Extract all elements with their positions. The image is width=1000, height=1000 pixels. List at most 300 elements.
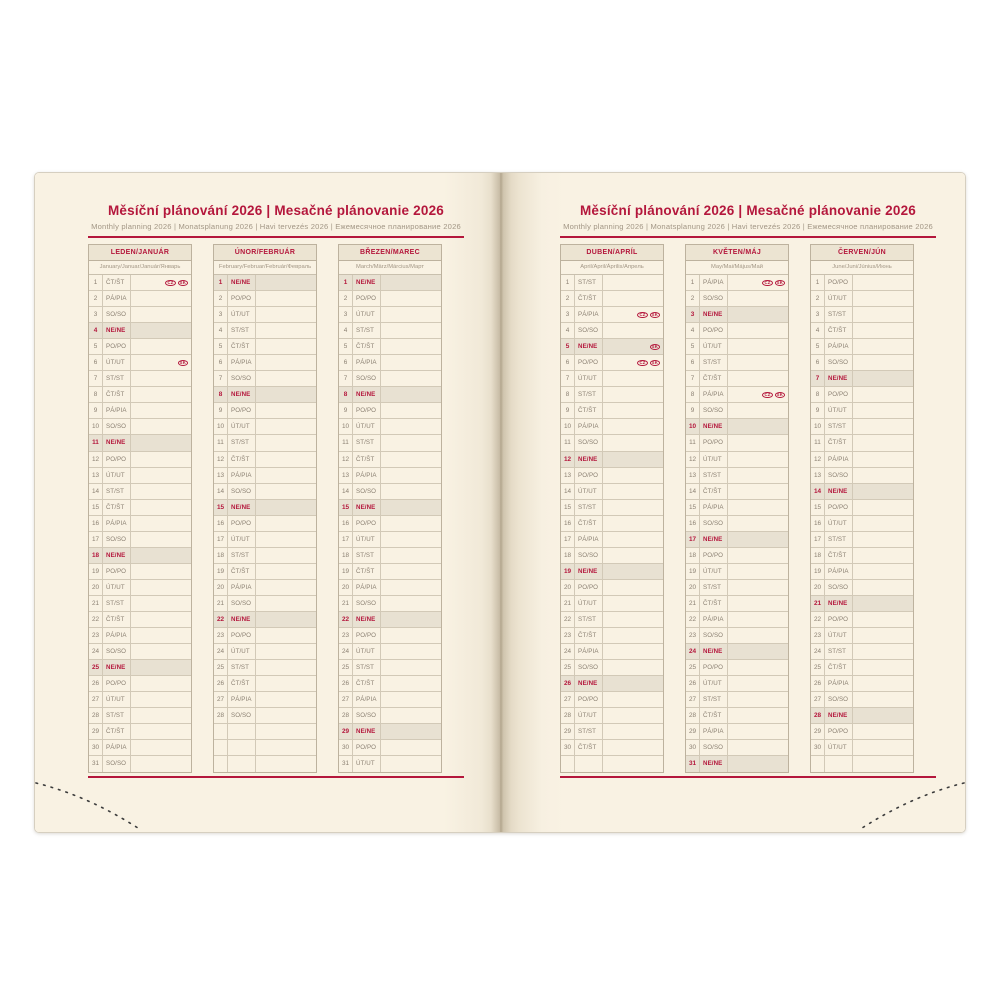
day-notes-area (131, 516, 191, 531)
sk-holiday-flag-icon: SK (179, 280, 186, 286)
day-notes-area (256, 307, 316, 322)
day-row (214, 644, 316, 660)
cz-holiday-flag-icon: CZ (639, 360, 646, 366)
day-number: 14 (214, 484, 228, 499)
day-abbreviation: ÚT/UT (228, 419, 256, 434)
day-row (214, 660, 316, 676)
day-notes-area (381, 692, 441, 707)
day-notes-area (603, 564, 663, 579)
day-abbreviation: ČT/ŠT (700, 596, 728, 611)
day-number: 12 (214, 452, 228, 467)
day-number: 20 (561, 580, 575, 595)
day-notes-area (381, 548, 441, 563)
day-number: 1 (811, 275, 825, 290)
day-number: 1 (339, 275, 353, 290)
day-abbreviation: ČT/ŠT (825, 323, 853, 338)
day-row (214, 692, 316, 708)
day-abbreviation: PÁ/PIA (228, 468, 256, 483)
day-row (686, 275, 788, 291)
month-table (338, 244, 442, 773)
day-row (339, 323, 441, 339)
day-notes-area (131, 500, 191, 515)
month-languages-label: May/Mai/Május/Май (686, 261, 788, 275)
day-abbreviation: PO/PO (825, 612, 853, 627)
day-row (561, 676, 663, 692)
day-row (89, 323, 191, 339)
day-notes-area (853, 532, 913, 547)
day-number: 25 (686, 660, 700, 675)
day-row (339, 756, 441, 772)
day-abbreviation: PÁ/PIA (353, 580, 381, 595)
right-page (500, 173, 965, 832)
day-notes-area (853, 355, 913, 370)
day-abbreviation: PO/PO (353, 291, 381, 306)
day-row (214, 612, 316, 628)
day-number: 25 (214, 660, 228, 675)
day-number: 3 (214, 307, 228, 322)
day-notes-area (603, 516, 663, 531)
day-notes-area (728, 724, 788, 739)
day-number: 4 (339, 323, 353, 338)
day-notes-area (381, 756, 441, 772)
day-row (339, 740, 441, 756)
day-number: 15 (89, 500, 103, 515)
day-row (686, 307, 788, 323)
day-number: 17 (214, 532, 228, 547)
day-abbreviation: PÁ/PIA (825, 452, 853, 467)
day-abbreviation: PO/PO (575, 355, 603, 370)
day-notes-area (381, 484, 441, 499)
day-row (339, 387, 441, 403)
day-notes-area (853, 452, 913, 467)
day-notes-area (256, 532, 316, 547)
day-notes-area (728, 692, 788, 707)
day-notes-area (131, 596, 191, 611)
day-abbreviation: ČT/ŠT (353, 676, 381, 691)
day-row (339, 468, 441, 484)
day-row (89, 403, 191, 419)
day-row (561, 532, 663, 548)
day-number: 28 (561, 708, 575, 723)
day-row (686, 628, 788, 644)
day-abbreviation: NE/NE (825, 484, 853, 499)
day-notes-area (381, 468, 441, 483)
day-notes-area (381, 596, 441, 611)
day-notes-area (131, 580, 191, 595)
day-number: 19 (339, 564, 353, 579)
day-abbreviation: ST/ST (103, 708, 131, 723)
day-row (686, 468, 788, 484)
day-abbreviation: ÚT/UT (353, 532, 381, 547)
day-row (561, 660, 663, 676)
day-notes-area (853, 468, 913, 483)
day-number: 18 (686, 548, 700, 563)
day-notes-area (256, 387, 316, 402)
day-abbreviation: PO/PO (825, 275, 853, 290)
month-name-label: BŘEZEN/MAREC (339, 245, 441, 261)
day-row (89, 387, 191, 403)
day-number: 26 (686, 676, 700, 691)
day-row (339, 452, 441, 468)
day-number: 4 (89, 323, 103, 338)
day-number: 18 (89, 548, 103, 563)
day-abbreviation: ÚT/UT (103, 580, 131, 595)
day-row (561, 628, 663, 644)
day-abbreviation: PO/PO (103, 339, 131, 354)
day-number: 30 (89, 740, 103, 755)
day-notes-area (381, 371, 441, 386)
day-row (89, 275, 191, 291)
day-number: 12 (339, 452, 353, 467)
day-row (561, 740, 663, 756)
day-number: 14 (561, 484, 575, 499)
day-abbreviation: PÁ/PIA (575, 532, 603, 547)
day-number: 12 (686, 452, 700, 467)
day-row (811, 419, 913, 435)
day-notes-area (256, 452, 316, 467)
day-abbreviation: SO/SO (228, 596, 256, 611)
day-notes-area (381, 644, 441, 659)
day-number: 11 (686, 435, 700, 450)
day-notes-area (131, 419, 191, 434)
day-number: 27 (561, 692, 575, 707)
day-number: 9 (686, 403, 700, 418)
day-abbreviation: ÚT/UT (575, 708, 603, 723)
day-notes-area (603, 468, 663, 483)
day-abbreviation: SO/SO (103, 644, 131, 659)
day-number: 6 (89, 355, 103, 370)
day-abbreviation: PO/PO (575, 580, 603, 595)
day-number: 24 (686, 644, 700, 659)
day-number: 4 (561, 323, 575, 338)
day-number: 22 (561, 612, 575, 627)
day-row (811, 500, 913, 516)
month-table (810, 244, 914, 773)
day-notes-area (131, 756, 191, 772)
day-number: 21 (339, 596, 353, 611)
day-row (811, 403, 913, 419)
day-notes-area (603, 435, 663, 450)
day-abbreviation: PÁ/PIA (825, 676, 853, 691)
day-abbreviation: NE/NE (825, 708, 853, 723)
day-abbreviation: PÁ/PIA (103, 740, 131, 755)
cz-holiday-flag-icon: CZ (764, 392, 771, 398)
day-abbreviation: NE/NE (353, 724, 381, 739)
day-notes-area (256, 516, 316, 531)
day-notes-area (853, 580, 913, 595)
day-number: 30 (811, 740, 825, 755)
day-notes-area (131, 275, 191, 290)
day-notes-area (256, 500, 316, 515)
day-abbreviation: NE/NE (700, 307, 728, 322)
day-number: 19 (89, 564, 103, 579)
day-row (811, 275, 913, 291)
day-number: 12 (89, 452, 103, 467)
day-row (561, 387, 663, 403)
day-notes-area (728, 740, 788, 755)
day-row (811, 355, 913, 371)
day-abbreviation: SO/SO (228, 484, 256, 499)
day-number: 14 (339, 484, 353, 499)
day-row (811, 323, 913, 339)
day-row (339, 660, 441, 676)
day-row (339, 676, 441, 692)
day-abbreviation: ÚT/UT (575, 371, 603, 386)
day-abbreviation: SO/SO (103, 307, 131, 322)
day-number (811, 756, 825, 772)
month-languages-label: January/Januar/Január/Январь (89, 261, 191, 275)
day-row (561, 291, 663, 307)
day-notes-area (256, 291, 316, 306)
day-abbreviation: ST/ST (700, 468, 728, 483)
day-number: 1 (214, 275, 228, 290)
day-number: 22 (339, 612, 353, 627)
day-number: 27 (811, 692, 825, 707)
day-abbreviation: ČT/ŠT (228, 676, 256, 691)
day-abbreviation: SO/SO (825, 692, 853, 707)
day-abbreviation: ST/ST (228, 435, 256, 450)
day-number: 8 (561, 387, 575, 402)
day-abbreviation: ČT/ŠT (575, 628, 603, 643)
day-row (214, 580, 316, 596)
day-row (686, 355, 788, 371)
day-notes-area (853, 323, 913, 338)
day-number (214, 756, 228, 772)
day-row (89, 708, 191, 724)
day-notes-area (256, 660, 316, 675)
day-row (339, 307, 441, 323)
day-abbreviation: SO/SO (575, 548, 603, 563)
day-notes-area (131, 676, 191, 691)
day-notes-area (256, 435, 316, 450)
day-notes-area (728, 500, 788, 515)
day-notes-area (603, 403, 663, 418)
day-abbreviation: SO/SO (228, 708, 256, 723)
day-number: 16 (686, 516, 700, 531)
day-number: 1 (89, 275, 103, 290)
day-row (339, 355, 441, 371)
day-abbreviation: PO/PO (103, 452, 131, 467)
day-abbreviation: SO/SO (700, 628, 728, 643)
day-row (811, 676, 913, 692)
day-notes-area (256, 708, 316, 723)
day-notes-area (256, 596, 316, 611)
day-number: 26 (214, 676, 228, 691)
day-number: 5 (811, 339, 825, 354)
day-number: 20 (339, 580, 353, 595)
day-abbreviation: NE/NE (103, 323, 131, 338)
day-number: 8 (89, 387, 103, 402)
day-row (561, 500, 663, 516)
day-notes-area (131, 628, 191, 643)
day-row (686, 740, 788, 756)
day-notes-area (853, 612, 913, 627)
day-row (89, 676, 191, 692)
day-abbreviation (228, 740, 256, 755)
day-row (339, 371, 441, 387)
day-number: 11 (214, 435, 228, 450)
day-abbreviation: PO/PO (228, 291, 256, 306)
day-number: 17 (686, 532, 700, 547)
day-notes-area (603, 644, 663, 659)
day-notes-area (256, 339, 316, 354)
day-notes-area (728, 403, 788, 418)
day-notes-area (381, 500, 441, 515)
day-row (214, 323, 316, 339)
day-row (339, 532, 441, 548)
day-notes-area (603, 275, 663, 290)
day-notes-area (131, 468, 191, 483)
day-number: 12 (561, 452, 575, 467)
day-row (811, 339, 913, 355)
day-row (811, 516, 913, 532)
day-number: 7 (561, 371, 575, 386)
day-number: 23 (89, 628, 103, 643)
day-number: 25 (811, 660, 825, 675)
day-row (214, 596, 316, 612)
day-notes-area (256, 692, 316, 707)
day-number: 11 (561, 435, 575, 450)
day-number: 19 (214, 564, 228, 579)
day-number: 10 (89, 419, 103, 434)
day-number: 30 (339, 740, 353, 755)
day-row (89, 452, 191, 468)
day-notes-area (381, 323, 441, 338)
day-number: 10 (214, 419, 228, 434)
day-row (214, 708, 316, 724)
day-abbreviation: PO/PO (103, 564, 131, 579)
day-number: 2 (339, 291, 353, 306)
day-row (339, 435, 441, 451)
day-notes-area (853, 548, 913, 563)
day-notes-area (603, 580, 663, 595)
day-number: 13 (214, 468, 228, 483)
day-abbreviation: PÁ/PIA (825, 564, 853, 579)
day-abbreviation: SO/SO (228, 371, 256, 386)
day-abbreviation: NE/NE (228, 500, 256, 515)
day-notes-area (256, 580, 316, 595)
day-notes-area (131, 355, 191, 370)
day-abbreviation: ÚT/UT (575, 484, 603, 499)
empty-day-row (811, 756, 913, 772)
day-row (214, 371, 316, 387)
day-notes-area (853, 371, 913, 386)
day-abbreviation: SO/SO (575, 660, 603, 675)
sk-holiday-flag-icon: SK (776, 392, 783, 398)
day-abbreviation: PÁ/PIA (700, 724, 728, 739)
day-row (686, 291, 788, 307)
day-number: 9 (811, 403, 825, 418)
day-notes-area (853, 275, 913, 290)
day-number: 5 (561, 339, 575, 354)
day-number: 3 (339, 307, 353, 322)
day-number: 17 (339, 532, 353, 547)
day-abbreviation: ÚT/UT (825, 628, 853, 643)
day-abbreviation: ST/ST (103, 371, 131, 386)
day-row (561, 708, 663, 724)
day-abbreviation: NE/NE (700, 532, 728, 547)
month-name-label: ÚNOR/FEBRUÁR (214, 245, 316, 261)
day-row (686, 548, 788, 564)
day-row (339, 564, 441, 580)
day-notes-area (728, 564, 788, 579)
day-number: 19 (811, 564, 825, 579)
month-languages-label: February/Februar/Február/Февраль (214, 261, 316, 275)
day-notes-area (603, 371, 663, 386)
day-row (214, 307, 316, 323)
day-number: 30 (686, 740, 700, 755)
day-abbreviation: ST/ST (825, 532, 853, 547)
day-number: 27 (686, 692, 700, 707)
day-notes-area (603, 419, 663, 434)
day-notes-area (381, 564, 441, 579)
day-row (214, 419, 316, 435)
day-number: 8 (339, 387, 353, 402)
day-abbreviation: NE/NE (353, 500, 381, 515)
day-notes-area (853, 644, 913, 659)
day-abbreviation: ÚT/UT (353, 644, 381, 659)
day-abbreviation: PÁ/PIA (700, 387, 728, 402)
day-notes-area (131, 484, 191, 499)
day-abbreviation: SO/SO (700, 403, 728, 418)
day-row (686, 403, 788, 419)
day-row (686, 387, 788, 403)
day-abbreviation: ÚT/UT (700, 452, 728, 467)
day-notes-area (853, 387, 913, 402)
day-abbreviation: SO/SO (825, 580, 853, 595)
day-number: 21 (89, 596, 103, 611)
day-row (811, 580, 913, 596)
day-abbreviation: ST/ST (825, 307, 853, 322)
day-row (686, 339, 788, 355)
day-number: 13 (811, 468, 825, 483)
day-notes-area (728, 435, 788, 450)
day-abbreviation: PO/PO (228, 403, 256, 418)
day-row (89, 724, 191, 740)
day-notes-area (603, 628, 663, 643)
day-abbreviation: PÁ/PIA (228, 355, 256, 370)
day-notes-area (381, 628, 441, 643)
months-grid (560, 244, 936, 773)
day-row (686, 612, 788, 628)
day-abbreviation: SO/SO (103, 532, 131, 547)
day-number: 25 (89, 660, 103, 675)
day-notes-area (603, 452, 663, 467)
day-row (811, 452, 913, 468)
day-abbreviation: ČT/ŠT (700, 371, 728, 386)
day-notes-area (603, 307, 663, 322)
day-number: 1 (686, 275, 700, 290)
day-number: 7 (339, 371, 353, 386)
day-row (686, 516, 788, 532)
day-notes-area (381, 516, 441, 531)
day-number: 13 (561, 468, 575, 483)
day-abbreviation: ČT/ŠT (700, 484, 728, 499)
day-notes-area (131, 660, 191, 675)
day-abbreviation: ČT/ŠT (228, 339, 256, 354)
day-abbreviation: SO/SO (700, 516, 728, 531)
day-abbreviation: ČT/ŠT (575, 403, 603, 418)
day-notes-area (853, 500, 913, 515)
month-languages-label: June/Juni/Június/Июнь (811, 261, 913, 275)
day-number (561, 756, 575, 772)
sk-holiday-flag-icon: SK (179, 360, 186, 366)
day-number: 14 (686, 484, 700, 499)
day-abbreviation: NE/NE (825, 371, 853, 386)
day-abbreviation: ÚT/UT (825, 740, 853, 755)
day-row (214, 548, 316, 564)
day-row (811, 548, 913, 564)
